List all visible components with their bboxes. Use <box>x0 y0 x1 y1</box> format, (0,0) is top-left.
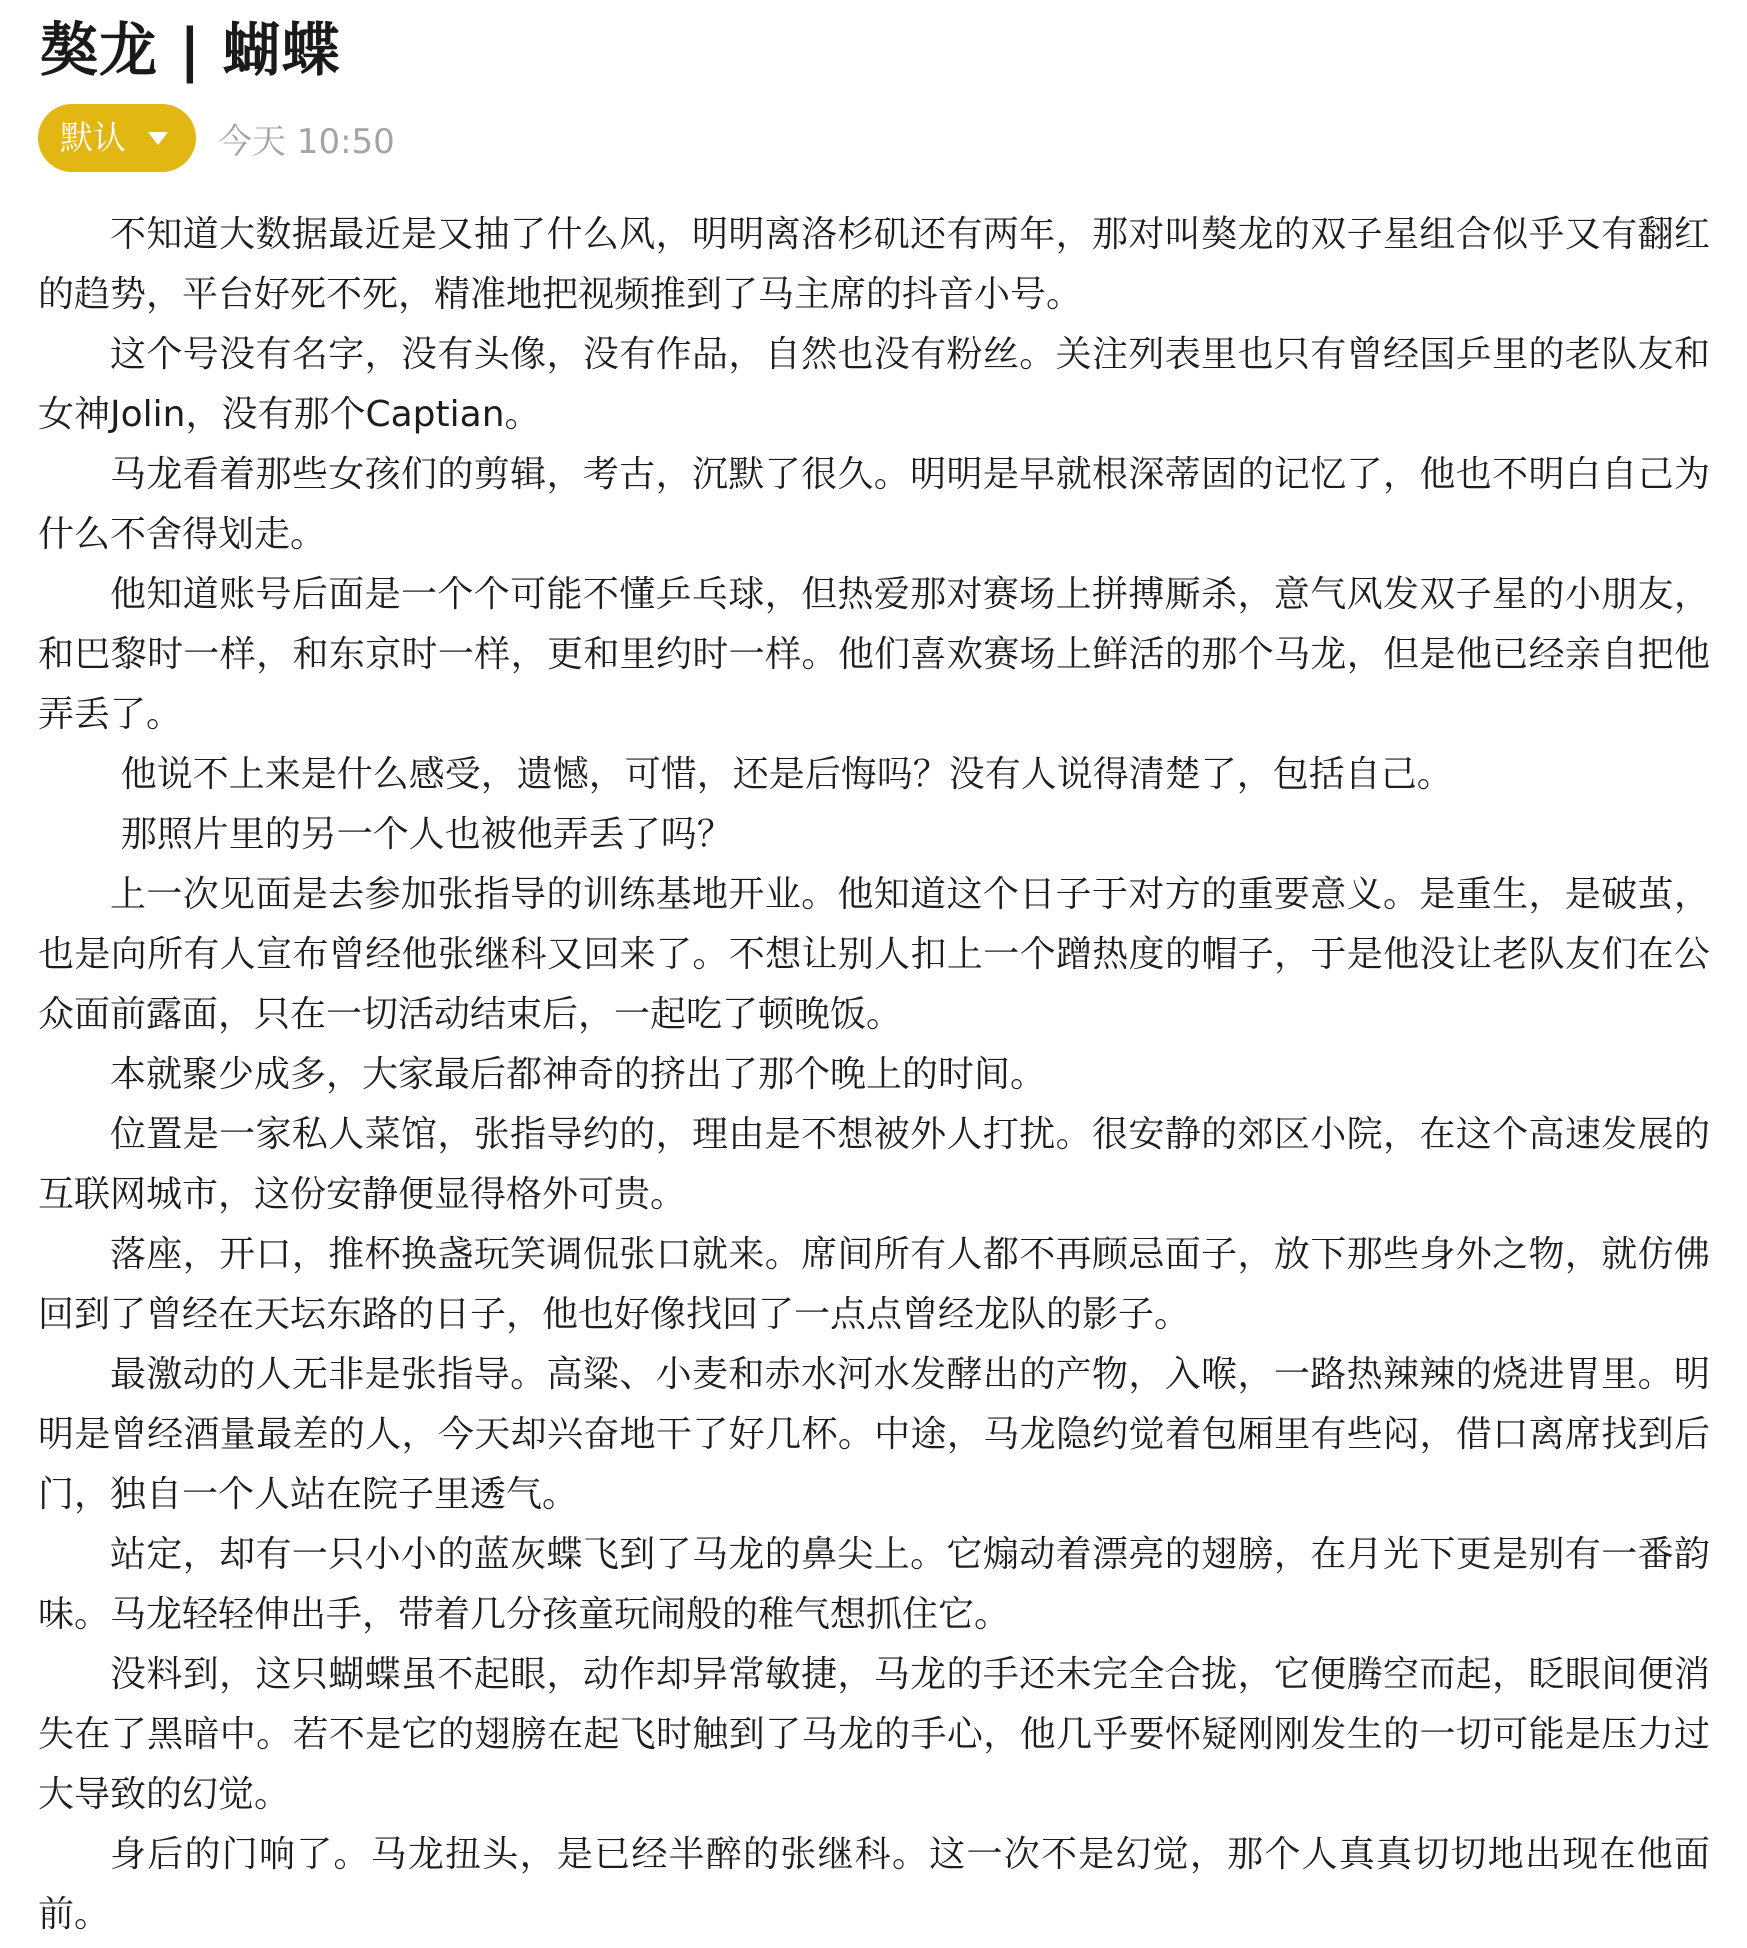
paragraph: 上一次见面是去参加张指导的训练基地开业。他知道这个日子于对方的重要意义。是重生，是破茧，也是向所有人宣布曾经他张继科又回来了。不想让别人扣上一个蹭热度的帽子，于是他没让老队友们在公众面前露面，只在一切活动结束后，一起吃了顿晚饭。 <box>38 874 1710 1035</box>
paragraph: 最激动的人无非是张指导。高粱、小麦和赤水河水发酵出的产物，入喉，一路热辣辣的烧进胃里。明明是曾经酒量最差的人，今天却兴奋地干了好几杯。中途，马龙隐约觉着包厢里有些闷，借口离席找到后门，独自一个人站在院子里透气。 <box>38 1354 1710 1515</box>
note-timestamp: 今天 10:50 <box>218 121 395 162</box>
paragraph: 不知道大数据最近是又抽了什么风，明明离洛杉矶还有两年，那对叫獒龙的双子星组合似乎又有翻红的趋势，平台好死不死，精准地把视频推到了马主席的抖音小号。 <box>38 214 1710 315</box>
paragraph: 马龙看着那些女孩们的剪辑，考古，沉默了很久。明明是早就根深蒂固的记忆了，他也不明白自己为什么不舍得划走。 <box>38 454 1710 555</box>
paragraph: 这个号没有名字，没有头像，没有作品，自然也没有粉丝。关注列表里也只有曾经国乒里的老队友和女神Jolin，没有那个Captian。 <box>38 334 1710 435</box>
chevron-down-icon <box>148 132 168 145</box>
paragraph: 位置是一家私人菜馆，张指导约的，理由是不想被外人打扰。很安静的郊区小院，在这个高速发展的互联网城市，这份安静便显得格外可贵。 <box>38 1114 1710 1215</box>
note-meta-bar <box>38 104 395 172</box>
note-title[interactable]: 獒龙 | 蝴蝶 <box>40 16 341 84</box>
folder-dropdown-button[interactable] <box>38 104 196 172</box>
paragraph: 本就聚少成多，大家最后都神奇的挤出了那个晚上的时间。 <box>110 1054 1047 1095</box>
paragraph: 他说不上来是什么感受，遗憾，可惜，还是后悔吗？没有人说得清楚了，包括自己。 <box>120 754 1453 795</box>
note-body-editor[interactable] <box>38 205 1710 1945</box>
paragraph: 他知道账号后面是一个个可能不懂乒乓球，但热爱那对赛场上拼搏厮杀，意气风发双子星的小朋友，和巴黎时一样，和东京时一样，更和里约时一样。他们喜欢赛场上鲜活的那个马龙，但是他已经亲自把他弄丢了。 <box>38 574 1710 735</box>
folder-label: 默认 <box>60 118 126 157</box>
paragraph: 站定，却有一只小小的蓝灰蝶飞到了马龙的鼻尖上。它煽动着漂亮的翅膀，在月光下更是别有一番韵味。马龙轻轻伸出手，带着几分孩童玩闹般的稚气想抓住它。 <box>38 1534 1710 1635</box>
paragraph: 身后的门响了。马龙扭头，是已经半醉的张继科。这一次不是幻觉，那个人真真切切地出现在他面前。 <box>38 1834 1710 1935</box>
paragraph: 落座，开口，推杯换盏玩笑调侃张口就来。席间所有人都不再顾忌面子，放下那些身外之物，就仿佛回到了曾经在天坛东路的日子，他也好像找回了一点点曾经龙队的影子。 <box>38 1234 1710 1335</box>
paragraph: 没料到，这只蝴蝶虽不起眼，动作却异常敏捷，马龙的手还未完全合拢，它便腾空而起，眨眼间便消失在了黑暗中。若不是它的翅膀在起飞时触到了马龙的手心，他几乎要怀疑刚刚发生的一切可能是压力过大导致的幻觉。 <box>38 1654 1710 1815</box>
paragraph: 那照片里的另一个人也被他弄丢了吗？ <box>120 814 733 855</box>
